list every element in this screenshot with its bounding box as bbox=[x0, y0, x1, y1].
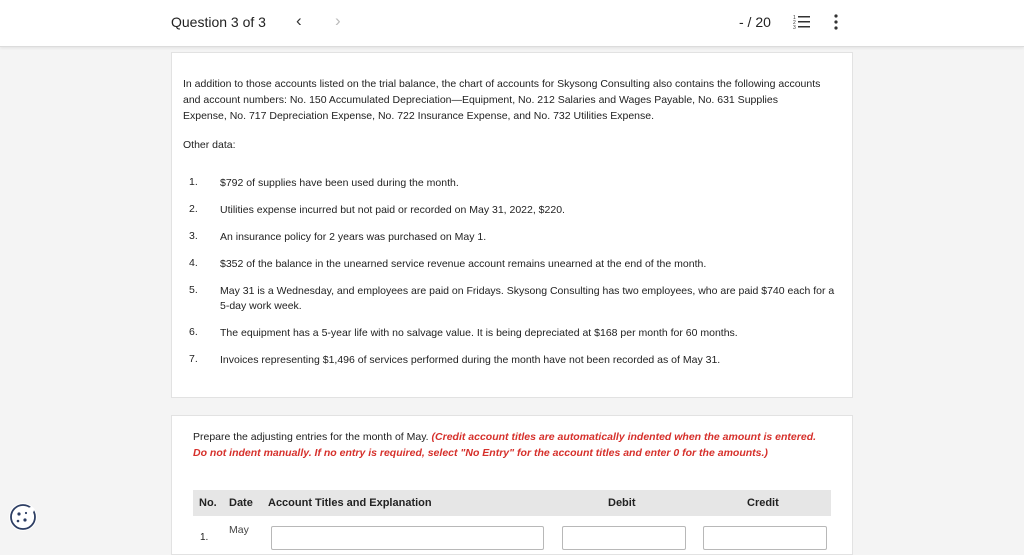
entry-number: 1. bbox=[200, 532, 209, 543]
other-data-label: Other data: bbox=[183, 139, 236, 151]
svg-text:2: 2 bbox=[793, 20, 796, 26]
column-header-account: Account Titles and Explanation bbox=[268, 497, 432, 509]
question-list-icon[interactable] bbox=[793, 14, 811, 30]
item-number: 3. bbox=[189, 230, 198, 242]
item-number: 6. bbox=[189, 326, 198, 338]
credit-input[interactable] bbox=[703, 526, 827, 550]
column-header-debit: Debit bbox=[608, 497, 636, 509]
previous-question-button[interactable]: ‹ bbox=[296, 11, 302, 30]
item-text: Invoices representing $1,496 of services performed during the month have not been recorded as of May 31. bbox=[220, 354, 721, 366]
debit-input[interactable] bbox=[562, 526, 686, 550]
cookie-settings-icon[interactable] bbox=[9, 503, 37, 531]
item-text: May 31 is a Wednesday, and employees are paid on Fridays. Skysong Consulting has two employees, who are paid $740 each for a 5-day work week. bbox=[220, 285, 835, 312]
item-number: 5. bbox=[189, 284, 198, 296]
task-instructions: (Credit account titles are automatically indented when the amount is entered. Do not indent manually. If no entry is required, select "No Entry" for the account titles and enter 0 for the amounts.) bbox=[193, 431, 817, 459]
item-number: 2. bbox=[189, 203, 198, 215]
item-text: $792 of supplies have been used during the month. bbox=[220, 177, 459, 189]
svg-text:1: 1 bbox=[793, 15, 796, 21]
item-number: 7. bbox=[189, 353, 198, 365]
table-header bbox=[193, 490, 831, 516]
svg-text:3: 3 bbox=[793, 25, 796, 30]
account-title-input[interactable] bbox=[271, 526, 544, 550]
item-number: 1. bbox=[189, 176, 198, 188]
score-display: - / 20 bbox=[739, 14, 771, 30]
problem-card bbox=[171, 52, 853, 398]
question-title: Question 3 of 3 bbox=[171, 14, 266, 30]
column-header-credit: Credit bbox=[747, 497, 779, 509]
column-header-date: Date bbox=[229, 497, 253, 509]
task-prompt bbox=[193, 429, 823, 461]
item-text: Utilities expense incurred but not paid or recorded on May 31, 2022, $220. bbox=[220, 204, 565, 216]
item-number: 4. bbox=[189, 257, 198, 269]
entry-month: May bbox=[229, 524, 249, 536]
journal-entry-card bbox=[171, 415, 853, 555]
more-options-icon[interactable] bbox=[833, 13, 839, 31]
item-text: An insurance policy for 2 years was purchased on May 1. bbox=[220, 231, 487, 243]
top-bar bbox=[0, 0, 1024, 47]
problem-intro: In addition to those accounts listed on the trial balance, the chart of accounts for Skysong Consulting also contains the following accounts and account numbers: No. 150 Accumulated Depreciation—Equipment, No. 212 Salaries and Wages Payable, No. 631 Supplies Expense, No. 717 Depreciation Expense, No. 722 Insurance Expense, and No. 732 Utilities Expense. bbox=[183, 78, 821, 122]
task-prepare-text: Prepare the adjusting entries for the month of May. bbox=[193, 431, 429, 443]
item-text: $352 of the balance in the unearned service revenue account remains unearned at the end of the month. bbox=[220, 258, 707, 270]
next-question-button[interactable]: › bbox=[335, 11, 341, 30]
column-header-no: No. bbox=[199, 497, 217, 509]
item-text: The equipment has a 5-year life with no salvage value. It is being depreciated at $168 per month for 60 months. bbox=[220, 327, 738, 339]
